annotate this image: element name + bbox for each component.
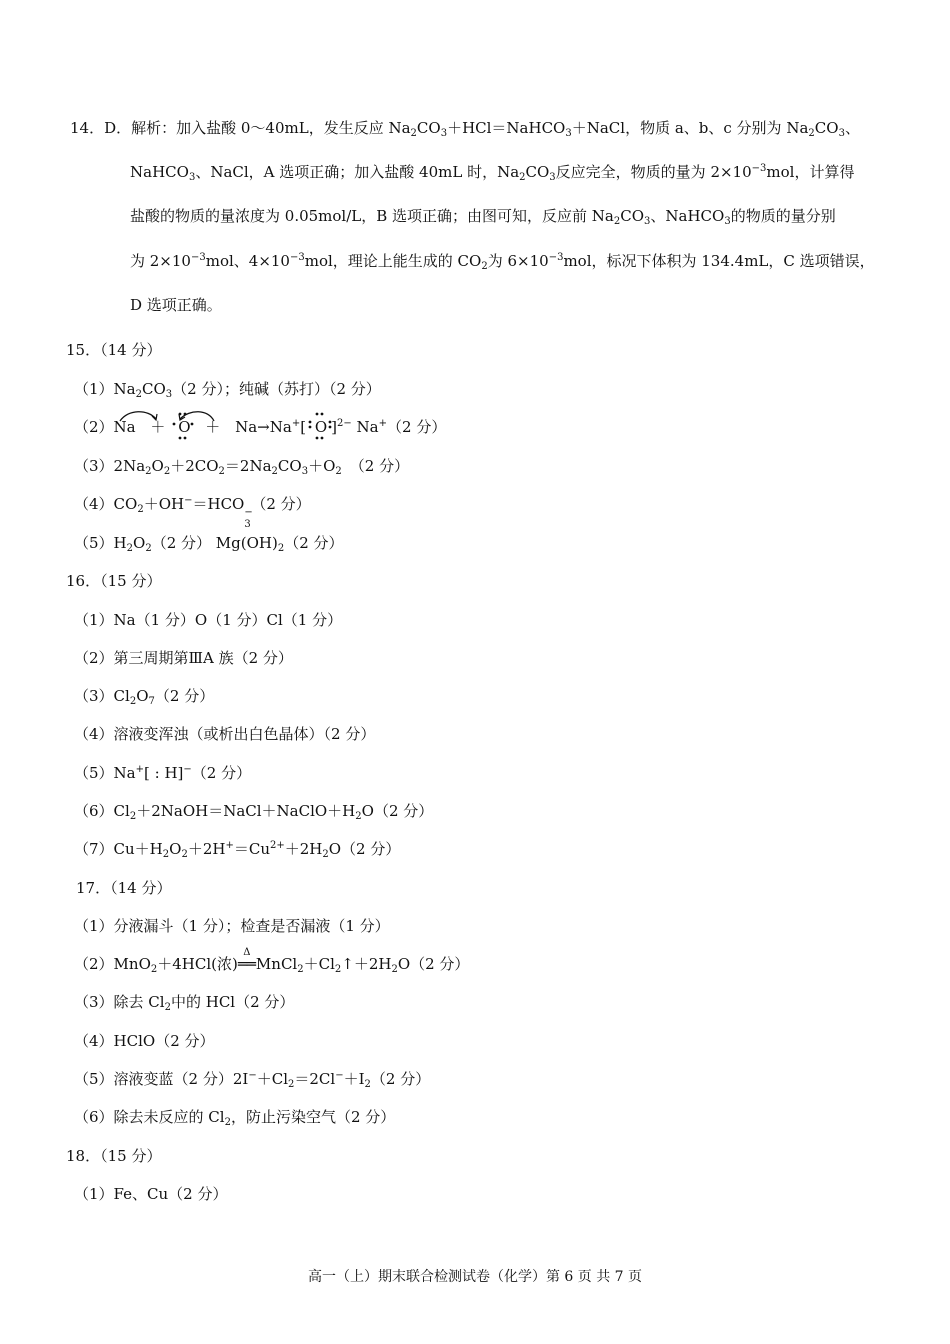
text: 盐酸的物质的量浓度为 0.05mol/L，B 选项正确；由图可知，反应前 Na: [130, 207, 614, 225]
subscript: 2: [335, 466, 342, 477]
superscript: +: [378, 418, 388, 429]
text: 的物质的量分别: [730, 207, 836, 225]
text: ＋O: [308, 457, 336, 475]
lone-pair-dots-icon: [172, 411, 194, 441]
subscript: 3: [188, 172, 196, 183]
subscript: 2: [224, 1117, 231, 1128]
text: ＝HCO: [192, 495, 245, 513]
subscript: 2: [277, 543, 285, 554]
q16-item-7: [74, 839, 400, 859]
text: （3）Cl: [74, 687, 130, 705]
text: O（2 分）: [361, 802, 434, 820]
superscript: −3: [751, 163, 767, 174]
subscript: 2: [163, 466, 171, 477]
text: 、NaCl，A 选项正确；加入盐酸 40mL 时，Na: [195, 163, 520, 181]
text: O: [136, 687, 149, 705]
text: 15．（14 分）: [66, 341, 162, 359]
text: （4）溶液变浑浊（或析出白色晶体）（2 分）: [74, 725, 376, 743]
text: O: [314, 418, 328, 436]
subscript: 3: [440, 128, 448, 139]
octet-dots-icon: [308, 411, 332, 441]
superscript: +: [135, 764, 145, 775]
text: CO: [814, 119, 839, 137]
q16-item-1: [74, 610, 342, 630]
text: （6）除去未反应的 Cl: [74, 1108, 225, 1126]
text: （2 分）: [154, 687, 215, 705]
subscript: 3: [644, 216, 651, 227]
subscript: 2: [129, 696, 137, 707]
subscript: 3: [301, 466, 309, 477]
subscript: 2: [164, 1002, 171, 1013]
text: ＝2Cl: [294, 1070, 336, 1088]
oxide-ion-electron-dot: [315, 417, 327, 437]
text: 18．（15 分）: [66, 1147, 162, 1165]
text: ＝2Na: [224, 457, 272, 475]
subscript: 3: [838, 128, 845, 139]
q17-item-3: [74, 992, 294, 1012]
subscript: 3: [565, 128, 572, 139]
q15-item-4: [74, 494, 311, 530]
superscript: −3: [190, 252, 206, 263]
superscript: −: [184, 495, 193, 506]
text: ＝Cu: [233, 840, 270, 858]
text: 为 2×10: [130, 252, 191, 270]
subscript: 3: [244, 519, 251, 530]
text: [ : H]: [144, 764, 184, 782]
text: [: [300, 418, 307, 436]
subscript: 3: [549, 172, 556, 183]
q16-item-3: [74, 686, 214, 706]
text: ，防止污染空气（2 分）: [230, 1108, 396, 1126]
text: O: [178, 418, 191, 436]
text: CO: [416, 119, 441, 137]
text: ＋NaCl，物质 a、b、c 分别为 Na: [571, 119, 809, 137]
q18-heading: [66, 1146, 161, 1166]
text: （5）Na: [74, 764, 136, 782]
text: 、: [844, 119, 860, 137]
q14-line-4: [130, 251, 875, 271]
text: CO: [525, 163, 550, 181]
text: ＋2H: [284, 840, 323, 858]
subscript: 2: [297, 964, 304, 975]
subscript: 2: [271, 466, 278, 477]
q15-heading: [66, 340, 161, 360]
text: 14．D．解析：加入盐酸 0～40mL，发生反应 Na: [70, 119, 411, 137]
subscript: 2: [126, 543, 133, 554]
text: （1）Na（1 分）O（1 分）Cl（1 分）: [74, 611, 343, 629]
text: （2 分）: [191, 764, 252, 782]
text: 反应完全，物质的量为 2×10: [555, 163, 752, 181]
text: D 选项正确。: [130, 296, 222, 314]
subscript: 2: [391, 964, 398, 975]
subscript: 2: [481, 261, 488, 272]
subscript: 2: [129, 811, 137, 822]
text: ]: [331, 418, 338, 436]
text: ＋Cl: [256, 1070, 288, 1088]
q14-line-5: [130, 295, 222, 315]
text: （2 分）: [284, 534, 344, 552]
text: （4）HClO（2 分）: [74, 1032, 215, 1050]
text: （3）2Na: [74, 457, 146, 475]
q17-item-4: [74, 1031, 215, 1051]
subscript: 2: [162, 849, 170, 860]
q16-item-4: [74, 724, 375, 744]
text: （2 分）: [349, 457, 410, 475]
delta-symbol: Δ: [243, 947, 251, 958]
q18-item-1: [74, 1184, 227, 1204]
text: ＋HCl＝NaHCO: [447, 119, 566, 137]
text: ＋: [150, 418, 166, 436]
text: O: [133, 534, 146, 552]
text: （2）MnO: [74, 955, 151, 973]
text: CO: [142, 380, 166, 398]
text: ＋Cl: [303, 955, 335, 973]
subscript: 2: [218, 466, 225, 477]
text: O（2 分）: [397, 955, 470, 973]
text: 为 6×10: [487, 252, 549, 270]
text: ＋I: [343, 1070, 365, 1088]
text: 中的 HCl（2 分）: [170, 993, 295, 1011]
subscript: 3: [724, 216, 731, 227]
superscript: −: [248, 1070, 257, 1081]
text: NaHCO: [130, 163, 189, 181]
superscript: +: [291, 418, 301, 429]
text: （7）Cu＋H: [74, 840, 163, 858]
text: ＋2CO: [170, 457, 219, 475]
q17-item-2: [74, 947, 470, 975]
superscript: −3: [289, 252, 305, 263]
text: （1）Na: [74, 380, 136, 398]
superscript: −: [183, 764, 192, 775]
text: （1）分液漏斗（1 分）；检查是否漏液（1 分）: [74, 917, 390, 935]
text: ＋2NaOH＝NaCl＋NaClO＋H: [136, 802, 356, 820]
text: O: [151, 457, 164, 475]
subscript: 2: [519, 172, 526, 183]
heating-condition: [237, 947, 256, 974]
text: 17．（14 分）: [76, 879, 172, 897]
subscript: 2: [322, 849, 329, 860]
text: （6）Cl: [74, 802, 130, 820]
subscript: 2: [150, 964, 158, 975]
text: （2 分）；纯碱（苏打）（2 分）: [172, 380, 381, 398]
superscript: −: [335, 1070, 344, 1081]
q15-item-2: [74, 417, 446, 437]
text: ＋: [205, 418, 221, 436]
text: MnCl: [255, 955, 298, 973]
oxygen-electron-dot: [178, 417, 190, 437]
text: Na: [356, 418, 379, 436]
text: （2 分） Mg(OH): [151, 534, 278, 552]
text: mol，标况下体积为 134.4mL，C 选项错误，: [563, 252, 875, 270]
equals-sign: ══: [237, 955, 256, 973]
subscript: 2: [181, 849, 188, 860]
text: （4）CO: [74, 495, 138, 513]
superscript: 2+: [269, 840, 285, 851]
subscript: 2: [334, 964, 342, 975]
text: （2）第三周期第ⅢA 族（2 分）: [74, 649, 293, 667]
text: （2 分）: [251, 495, 311, 513]
text: 16．（15 分）: [66, 572, 162, 590]
text: （5）H: [74, 534, 127, 552]
text: mol，计算得: [766, 163, 855, 181]
text: Na→Na: [235, 418, 292, 436]
text: ＋4HCl(浓): [157, 955, 238, 973]
subscript: 2: [355, 811, 362, 822]
subscript: 2: [137, 504, 144, 515]
subscript: 3: [165, 389, 173, 400]
subscript: 2: [288, 1079, 295, 1090]
text: ＋OH: [143, 495, 185, 513]
text: ↑＋2H: [341, 955, 392, 973]
subscript: 7: [148, 696, 155, 707]
text: （5）溶液变蓝（2 分）2I: [74, 1070, 249, 1088]
q14-line-2: [130, 162, 854, 182]
text: mol，理论上能生成的 CO: [304, 252, 482, 270]
text: mol、4×10: [205, 252, 290, 270]
q17-item-1: [74, 916, 390, 936]
text: （2）Na: [74, 418, 136, 436]
q14-line-3: [130, 206, 836, 226]
subscript: 2: [613, 216, 621, 227]
q17-item-5: [74, 1069, 430, 1089]
text: CO: [620, 207, 645, 225]
subscript: 2: [135, 389, 142, 400]
q15-item-1: [74, 379, 381, 399]
q16-item-2: [74, 648, 293, 668]
text: ＋2H: [187, 840, 226, 858]
superscript: +: [225, 840, 234, 851]
text: （3）除去 Cl: [74, 993, 165, 1011]
superscript: −: [244, 507, 253, 518]
q15-item-3: [74, 456, 409, 476]
text: 、NaHCO: [650, 207, 725, 225]
subscript: 2: [364, 1079, 371, 1090]
text: O（2 分）: [328, 840, 401, 858]
q17-item-6: [74, 1107, 395, 1127]
text: （2 分）: [370, 1070, 431, 1088]
page-footer: 高一（上）期末联合检测试卷（化学）第 6 页 共 7 页: [307, 1269, 643, 1285]
text: CO: [277, 457, 302, 475]
q16-heading: [66, 571, 161, 591]
text: （2 分）: [387, 418, 447, 436]
q16-item-6: [74, 801, 433, 821]
text: O: [169, 840, 182, 858]
subscript: 2: [410, 128, 417, 139]
electron-transfer-arrows-icon: [114, 409, 224, 423]
q16-item-5: [74, 763, 251, 783]
superscript: −3: [548, 252, 564, 263]
superscript: 2−: [337, 418, 352, 429]
q17-heading: [76, 878, 171, 898]
subscript: 2: [808, 128, 815, 139]
subscript: 2: [145, 466, 152, 477]
text: （1）Fe、Cu（2 分）: [74, 1185, 228, 1203]
subscript: 2: [145, 543, 152, 554]
q14-line-1: [70, 118, 860, 138]
q15-item-5: [74, 533, 344, 553]
